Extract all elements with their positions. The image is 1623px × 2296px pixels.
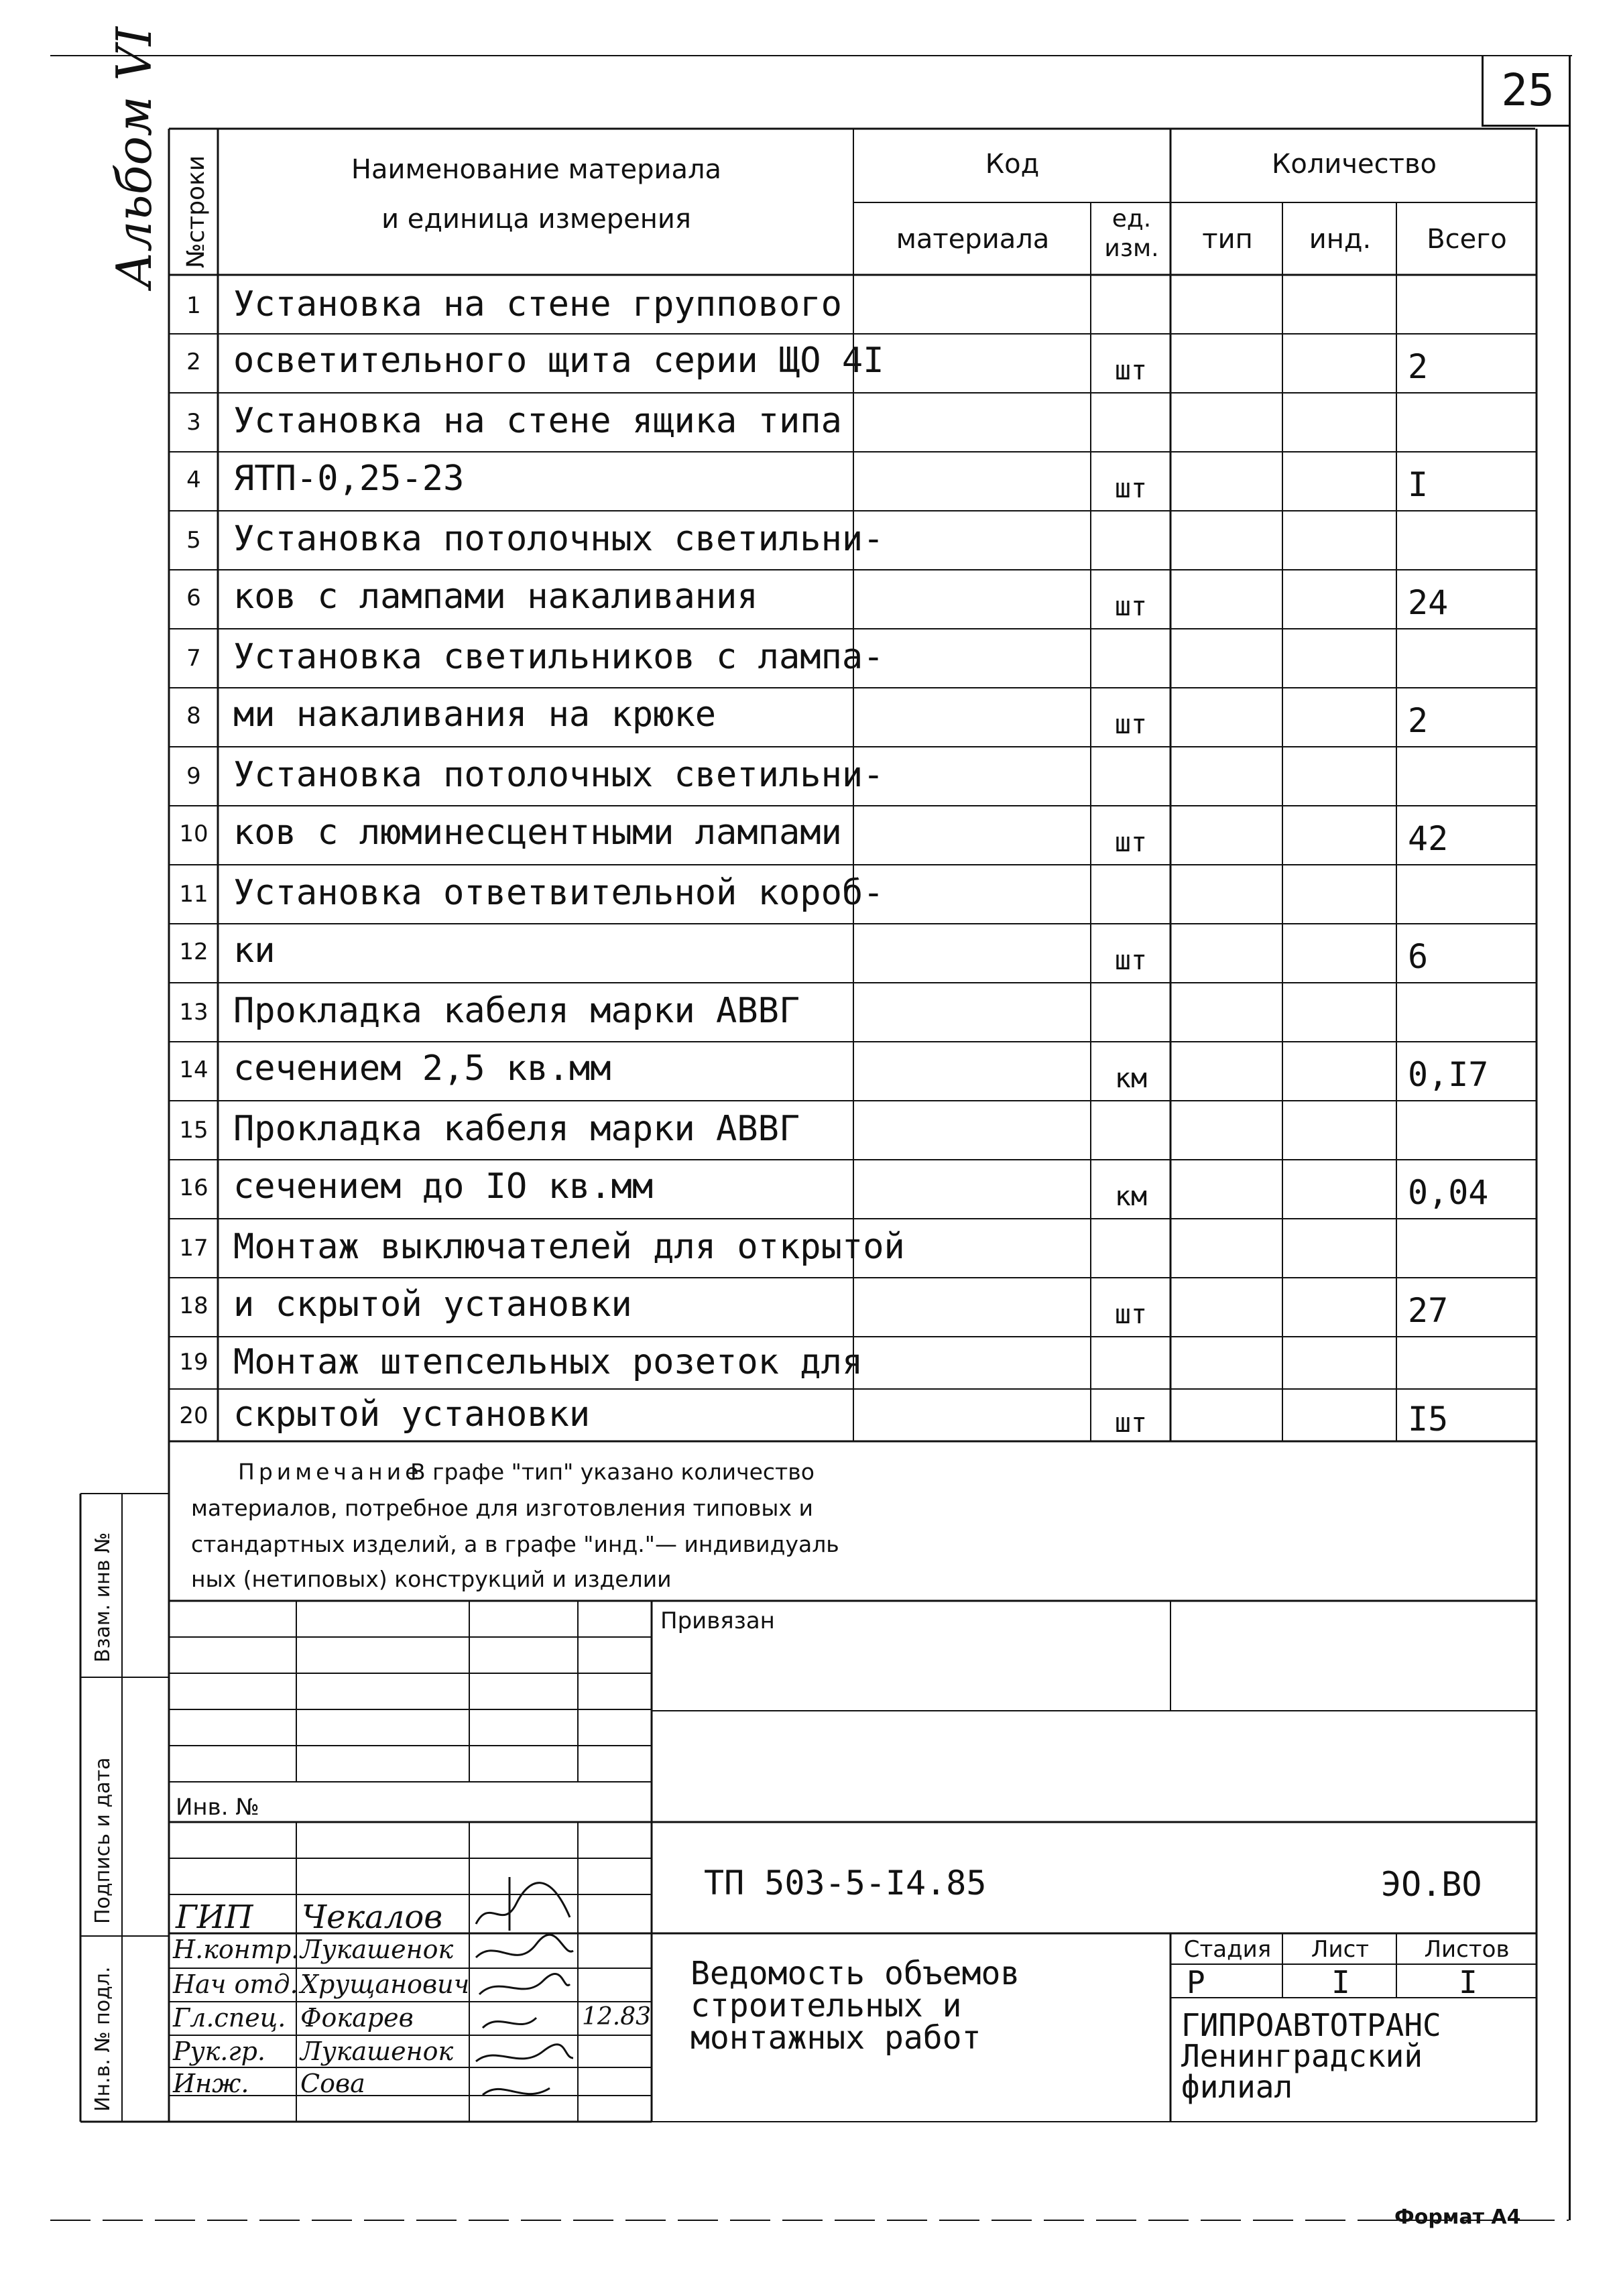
- row-text: осветительного щита серии ЩО 4I: [233, 341, 884, 381]
- header-code: Код: [985, 149, 1040, 180]
- row-text: скрытой установки: [233, 1394, 591, 1435]
- signature-gip: [476, 1883, 570, 1924]
- row-total: 0,04: [1408, 1173, 1489, 1212]
- album-label: Альбом VI: [106, 27, 162, 288]
- header-row-number: №строки: [182, 155, 210, 268]
- row-number: 13: [179, 999, 208, 1026]
- row-number: 12: [179, 939, 208, 965]
- signature-inzh: [483, 2088, 550, 2095]
- row-text: Установка на стене ящика типа: [233, 401, 842, 441]
- row-number: 16: [179, 1174, 208, 1201]
- row-text: Установка потолочных светильни-: [233, 519, 884, 559]
- org-line2: Ленинградский: [1181, 2038, 1423, 2074]
- row-text: ми накаливания на крюке: [233, 694, 717, 735]
- header-ind: инд.: [1309, 224, 1372, 255]
- row-text: Монтаж выключателей для открытой: [233, 1227, 905, 1267]
- row-number: 1: [186, 292, 201, 319]
- role-gl-spec: Гл.спец.: [173, 2003, 286, 2033]
- signature-ruk-gr: [476, 2045, 573, 2061]
- row-text: ки: [233, 930, 276, 971]
- stage-label: Стадия: [1183, 1936, 1272, 1963]
- row-text: Установка ответвительной короб-: [233, 873, 884, 913]
- role-gip: ГИП: [176, 1898, 253, 1936]
- row-unit: шт: [1114, 945, 1148, 976]
- row-text: Прокладка кабеля марки АВВГ: [233, 1109, 800, 1149]
- note-line4: ных (нетиповых) конструкций и изделии: [191, 1566, 672, 1592]
- header-typ: тип: [1202, 224, 1253, 255]
- role-nach-otd: Нач отд.: [173, 1970, 298, 1999]
- row-unit: шт: [1114, 355, 1148, 386]
- note-line1: В графе "тип" указано количество: [410, 1459, 815, 1485]
- name-gip: Чекалов: [302, 1898, 443, 1936]
- row-unit: км: [1114, 1063, 1148, 1094]
- row-total: 0,I7: [1408, 1055, 1489, 1094]
- row-number: 6: [186, 585, 201, 611]
- side-label-vzam: Взам. инв №: [91, 1532, 115, 1663]
- title-line3: монтажных работ: [690, 2019, 981, 2057]
- row-number: 14: [179, 1056, 208, 1083]
- row-total: 6: [1408, 937, 1429, 976]
- stage-value: Р: [1187, 1964, 1205, 2000]
- sheets-value: I: [1459, 1964, 1478, 2000]
- row-number: 17: [179, 1235, 208, 1262]
- row-unit: шт: [1114, 827, 1148, 858]
- row-text: Монтаж штепсельных розеток для: [233, 1342, 863, 1382]
- role-n-kontr: Н.контр.: [173, 1935, 300, 1964]
- section-code: ЭО.ВО: [1381, 1865, 1482, 1904]
- header-material: материала: [896, 224, 1050, 255]
- row-total: 2: [1408, 347, 1429, 386]
- row-unit: км: [1114, 1181, 1148, 1212]
- row-text: Прокладка кабеля марки АВВГ: [233, 991, 800, 1031]
- row-unit: шт: [1114, 709, 1148, 740]
- row-total: 24: [1408, 583, 1449, 622]
- row-number: 7: [186, 645, 201, 672]
- row-total: 2: [1408, 701, 1429, 740]
- title-line1: Ведомость объемов: [690, 1955, 1020, 1992]
- note-line3: стандартных изделий, а в графе "инд."— индивидуаль: [191, 1531, 839, 1557]
- row-number: 20: [179, 1402, 208, 1429]
- row-text: Установка светильников с лампа-: [233, 637, 884, 677]
- header-name-line1: Наименование материала: [351, 154, 722, 185]
- row-number: 10: [179, 821, 208, 847]
- side-label-podpis: Подпись и дата: [91, 1757, 115, 1924]
- role-inzh: Инж.: [173, 2069, 249, 2098]
- row-total: I5: [1408, 1400, 1449, 1439]
- header-total: Всего: [1427, 224, 1507, 255]
- privyazan-label: Привязан: [660, 1608, 775, 1634]
- doc-code: ТП 503-5-I4.85: [704, 1864, 987, 1902]
- name-ruk-gr: Лукашенок: [300, 2037, 454, 2066]
- name-nach-otd: Хрущанович: [300, 1970, 470, 1999]
- row-number: 19: [179, 1349, 208, 1376]
- sheet-label: Лист: [1311, 1936, 1370, 1963]
- row-number: 5: [186, 527, 201, 554]
- row-text: Установка потолочных светильни-: [233, 755, 884, 795]
- row-number: 8: [186, 703, 201, 729]
- format-label: Формат А4: [1394, 2206, 1521, 2229]
- page-number: 25: [1501, 64, 1555, 116]
- sign-date: 12.83: [582, 2003, 652, 2031]
- row-number: 15: [179, 1117, 208, 1144]
- inv-no-label: Инв. №: [176, 1794, 259, 1821]
- row-number: 3: [186, 409, 201, 436]
- row-unit: шт: [1114, 591, 1148, 622]
- name-inzh: Сова: [300, 2069, 365, 2098]
- row-unit: шт: [1114, 473, 1148, 504]
- signatures: [469, 1857, 578, 2122]
- row-text: Установка на стене группового: [233, 284, 842, 324]
- row-text: и скрытой установки: [233, 1284, 632, 1325]
- row-number: 9: [186, 763, 201, 790]
- row-number: 4: [186, 467, 201, 493]
- row-text: сечением до IO кв.мм: [233, 1166, 654, 1207]
- row-text: ЯТП-0,25-23: [233, 459, 465, 499]
- title-line2: строительных и: [690, 1987, 962, 2025]
- row-text: ков с лампами накаливания: [233, 577, 758, 617]
- row-number: 2: [186, 349, 201, 375]
- row-number: 11: [179, 881, 208, 908]
- org-line1: ГИПРОАВТОТРАНС: [1181, 2007, 1441, 2043]
- signature-n-kontr: [476, 1935, 573, 1957]
- header-name-line2: и единица измерения: [381, 204, 691, 235]
- sheet-value: I: [1331, 1964, 1350, 2000]
- row-text: ков с люминесцентными лампами: [233, 812, 842, 853]
- note-line2: материалов, потребное для изготовления типовых и: [191, 1495, 813, 1521]
- row-unit: шт: [1114, 1299, 1148, 1330]
- signature-gl-spec: [483, 2018, 536, 2028]
- row-text: сечением 2,5 кв.мм: [233, 1048, 611, 1089]
- row-unit: шт: [1114, 1408, 1148, 1439]
- row-total: 27: [1408, 1291, 1449, 1330]
- note-title: Примечание: [238, 1459, 423, 1485]
- header-quantity: Количество: [1271, 149, 1437, 180]
- row-total: I: [1408, 465, 1429, 504]
- header-unit: ед. изм.: [1104, 205, 1159, 262]
- role-ruk-gr: Рук.гр.: [173, 2037, 265, 2066]
- side-label-inv-podl: Ин.в. № подл.: [91, 1966, 115, 2112]
- name-n-kontr: Лукашенок: [300, 1935, 454, 1964]
- org-line3: филиал: [1181, 2069, 1293, 2105]
- row-total: 42: [1408, 819, 1449, 858]
- signature-nach-otd: [479, 1974, 570, 1994]
- row-number: 18: [179, 1292, 208, 1319]
- name-gl-spec: Фокарев: [300, 2003, 414, 2033]
- sheets-label: Листов: [1424, 1936, 1510, 1963]
